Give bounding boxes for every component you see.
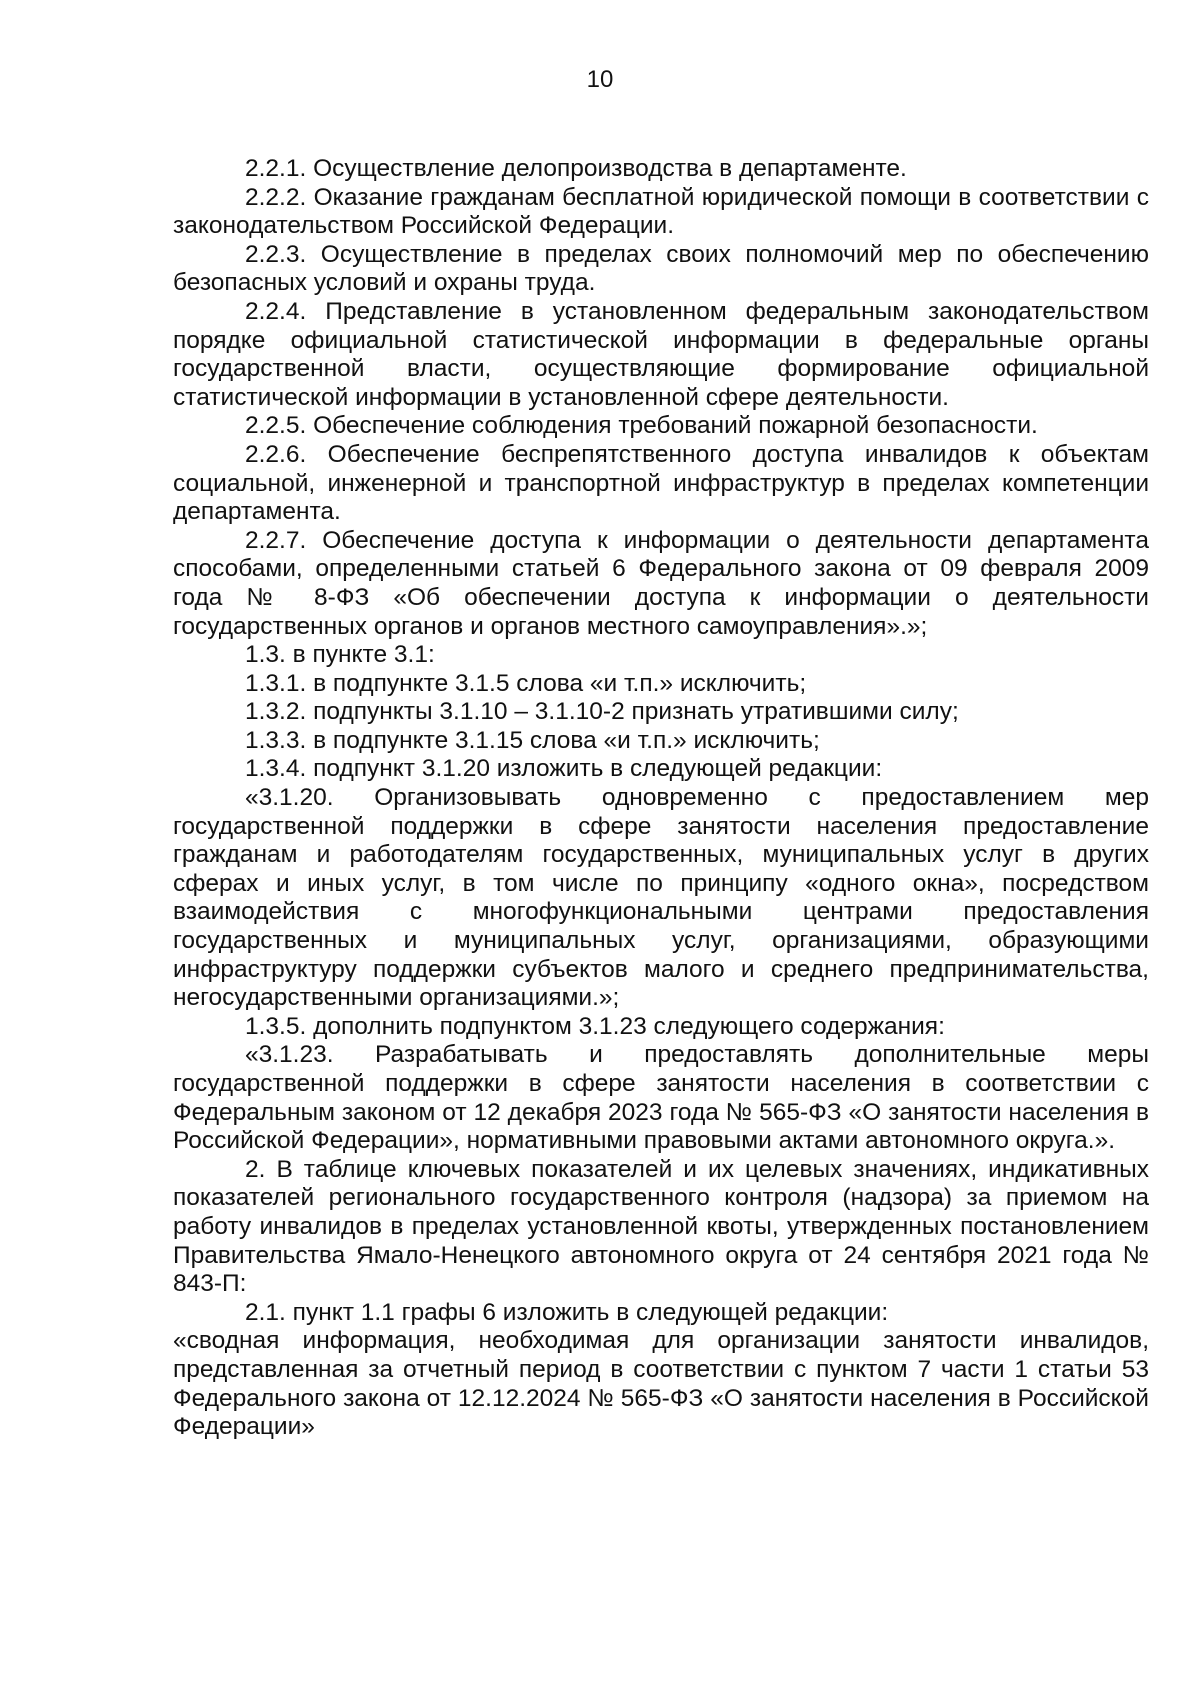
paragraph-2-2-6: 2.2.6. Обеспечение беспрепятственного доступа инвалидов к объектам социальной, инженерной и транспортной инфраструктур в пределах компетенции департамента. — [173, 440, 1149, 526]
paragraph-2-1: 2.1. пункт 1.1 графы 6 изложить в следующей редакции: — [245, 1298, 889, 1326]
paragraph-1-3-3: 1.3.3. в подпункте 3.1.15 слова «и т.п.» исключить; — [245, 726, 820, 754]
paragraph-1-3-4: 1.3.4. подпункт 3.1.20 изложить в следующей редакции: — [245, 755, 883, 783]
paragraph-3-1-20: «3.1.20. Организовывать одновременно с предоставлением мер государственной поддержки в сфере занятости населения предоставление гражданам и работодателям государственных, муниципальных услуг в других сферах и иных услуг, в том числе по принципу «одного окна», посредством взаимодействия с многофункциональными центрами предоставления государственных и муниципальных услуг, организациями, образующими инфраструктуру поддержки субъектов малого и среднего предпринимательства, негосударственными организациями.»; — [173, 784, 1149, 1012]
page-number: 10 — [586, 66, 614, 93]
paragraph-2-2-7: 2.2.7. Обеспечение доступа к информации о деятельности департамента способами, определенными статьей 6 Федерального закона от 09 февраля 2009 года № 8-ФЗ «Об обеспечении доступа к информации о деятельности государственных органов и органов местного самоуправления».»; — [173, 526, 1149, 640]
paragraph-2: 2. В таблице ключевых показателей и их целевых значениях, индикативных показателей регионального государственного контроля (надзора) за приемом на работу инвалидов в пределах установленной квоты, утвержденных постановлением Правительства Ямало-Ненецкого автономного округа от 24 сентября 2021 года № 843-П: — [173, 1155, 1149, 1298]
paragraph-2-2-3: 2.2.3. Осуществление в пределах своих полномочий мер по обеспечению безопасных условий и охраны труда. — [173, 240, 1149, 297]
paragraph-2-2-1: 2.2.1. Осуществление делопроизводства в департаменте. — [245, 155, 907, 182]
document-body — [173, 155, 1149, 1442]
paragraph-3-1-23: «3.1.23. Разрабатывать и предоставлять дополнительные меры государственной поддержки в сфере занятости населения в соответствии с Федеральным законом от 12 декабря 2023 года № 565-ФЗ «О занятости населения в Российской Федерации», нормативными правовыми актами автономного округа.». — [173, 1041, 1149, 1155]
paragraph-1-3: 1.3. в пункте 3.1: — [245, 641, 435, 669]
paragraph-1-3-1: 1.3.1. в подпункте 3.1.5 слова «и т.п.» исключить; — [245, 669, 807, 697]
paragraph-1-3-5: 1.3.5. дополнить подпунктом 3.1.23 следующего содержания: — [245, 1012, 945, 1040]
paragraph-2-2-4: 2.2.4. Представление в установленном федеральным законодательством порядке официальной статистической информации в федеральные органы государственной власти, осуществляющие формирование официальной статистической информации в установленной сфере деятельности. — [173, 297, 1149, 411]
paragraph-2-2-2: 2.2.2. Оказание гражданам бесплатной юридической помощи в соответствии с законодательством Российской Федерации. — [173, 183, 1149, 240]
paragraph-quoted-summary: «сводная информация, необходимая для организации занятости инвалидов, представленная за отчетный период в соответствии с пунктом 7 части 1 статьи 53 Федерального закона от 12.12.2024 № 565-ФЗ «О занятости населения в Российской Федерации» — [173, 1327, 1149, 1441]
paragraph-2-2-5: 2.2.5. Обеспечение соблюдения требований пожарной безопасности. — [245, 412, 1038, 440]
paragraph-1-3-2: 1.3.2. подпункты 3.1.10 – 3.1.10-2 признать утратившими силу; — [245, 698, 959, 726]
